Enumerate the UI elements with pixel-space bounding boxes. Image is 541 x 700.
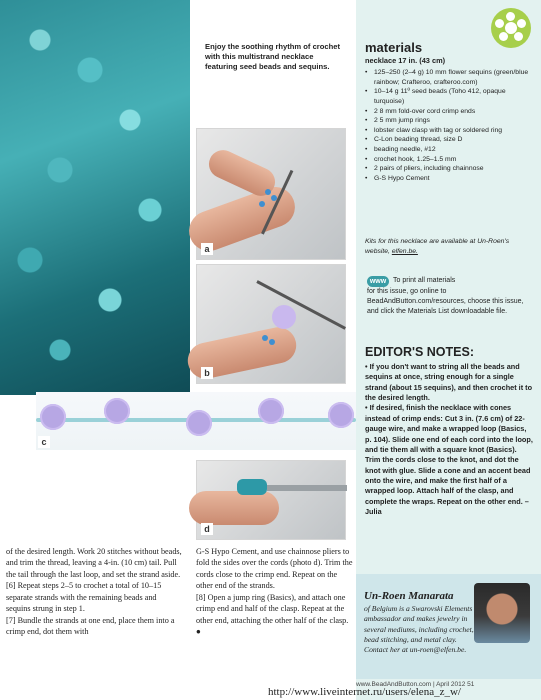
page-footer: www.BeadAndButton.com | April 2012 51 <box>356 681 475 688</box>
step-photo-b <box>196 264 346 384</box>
body-paragraph: [8] Open a jump ring (Basics), and attach one crimp end and half of the clasp. Repeat at the other end, attaching the other half of the clasp. ● <box>196 592 349 637</box>
list-item: • crochet hook, 1.25–1.5 mm <box>365 155 533 165</box>
list-item: • 2 pairs of pliers, including chainnose <box>365 164 533 174</box>
step-photo-c <box>36 392 356 450</box>
materials-subtitle: necklace 17 in. (43 cm) <box>365 56 446 65</box>
www-line1: To print all materials <box>393 277 456 284</box>
www-icon: www <box>367 276 389 287</box>
editors-note-2: • If desired, finish the necklace with cones instead of crimp ends: Cut 3 in. (7.6 cm) of 22-gauge wire, and make a wrapped loop (Basics, p. 104). Slide one end of each cord into the loop, and tie them all with a square knot (Basics). Trim the cords close to the knot, and dot the knot with glue. Slide a cone and an accent bead onto the wire, and make the first half of a wrapped loop. Attach half of the clasp, and complete the wraps. Repeat on the other end. – Julia <box>365 403 533 517</box>
body-column-2 <box>196 546 353 638</box>
flower-icon <box>491 8 531 48</box>
photo-label: b <box>201 367 213 379</box>
materials-list <box>365 68 533 184</box>
photo-label: d <box>201 523 213 535</box>
www-note <box>363 276 531 336</box>
editors-notes-title: EDITOR'S NOTES: <box>365 345 475 359</box>
materials-title: materials <box>365 40 423 55</box>
list-item: • lobster claw clasp with tag or soldered ring <box>365 126 533 136</box>
kits-note <box>365 237 525 256</box>
photo-label: a <box>201 243 213 255</box>
avatar <box>474 583 530 643</box>
body-paragraph: of the desired length. Work 20 stitches without beads, and trim the thread, leaving a 4-in. (10 cm) tail. Pull the tail through the last loop, and set the strand aside. <box>6 547 182 579</box>
kits-text: Kits for this necklace are available at Un-Roen's website, <box>365 238 510 255</box>
step-photo-d <box>196 460 346 540</box>
list-item: • 10–14 g 11º seed beads (Toho 412, opaque turquoise) <box>365 87 533 106</box>
list-item: • beading needle, #12 <box>365 145 533 155</box>
body-paragraph: [6] Repeat steps 2–5 to crochet a total of 10–15 separate strands with the remaining beads and sequins strung in step 1. <box>6 581 162 614</box>
author-bio: of Belgium is a Swarovski Elements ambassador and makes jewelry in several mediums, including crochet, bead stitching, and metal clay. Contact her at un-roen@elfen.be. <box>364 604 474 654</box>
editors-notes-body <box>365 362 533 517</box>
body-paragraph: [7] Bundle the strands at one end, place them into a crimp end, dot them with <box>6 615 175 637</box>
www-line2: for this issue, go online to BeadAndButton.com/resources, choose this issue, and click the Materials List downloadable file. <box>367 288 524 316</box>
list-item: • 125–250 (2–4 g) 10 mm flower sequins (green/blue rainbow; Crafteroo, crafteroo.com) <box>365 68 533 87</box>
body-paragraph: G-S Hypo Cement, and use chainnose pliers to fold the sides over the cords (photo d). Trim the cords close to the crimp end. Repeat on the other end of the strands. <box>196 547 353 591</box>
author-name: Un-Roen Manarata <box>364 590 454 602</box>
necklace-photo <box>0 0 190 395</box>
photo-label: c <box>38 436 50 448</box>
watermark-url: http://www.liveinternet.ru/users/elena_z_w/ <box>268 686 461 698</box>
list-item: • G-S Hypo Cement <box>365 174 533 184</box>
kits-link[interactable]: elfen.be. <box>391 247 418 255</box>
list-item: • C-Lon beading thread, size D <box>365 135 533 145</box>
step-photo-a <box>196 128 346 260</box>
list-item: • 2 5 mm jump rings <box>365 116 533 126</box>
intro-text: Enjoy the soothing rhythm of crochet with this multistrand necklace featuring seed beads and sequins. <box>205 42 341 71</box>
editors-note-1: • If you don't want to string all the beads and sequins at once, string enough for a single strand (about 15 sequins), and then crochet it to the desired length. <box>365 362 533 403</box>
list-item: • 2 8 mm fold-over cord crimp ends <box>365 107 533 117</box>
body-column-1 <box>6 546 182 638</box>
